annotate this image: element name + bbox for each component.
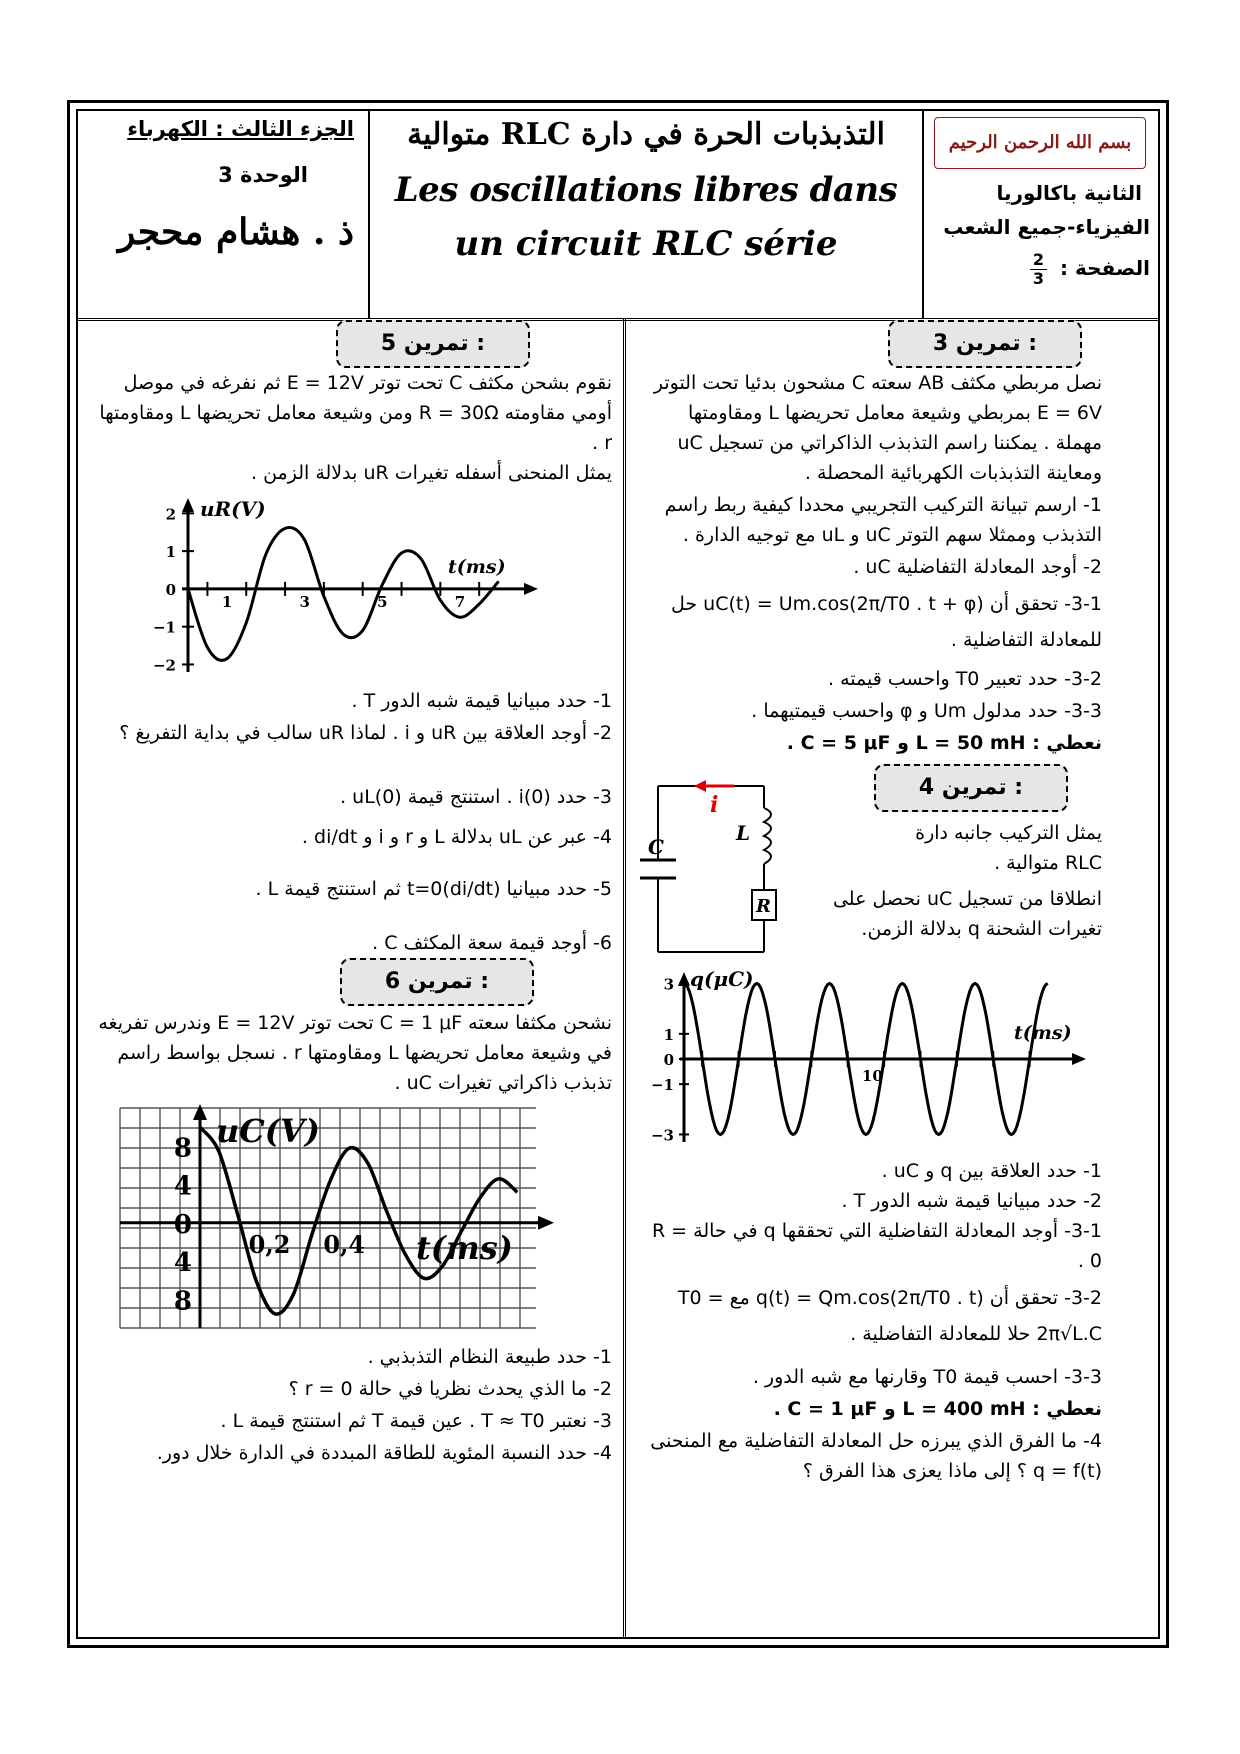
left-column <box>78 318 626 1637</box>
title-french-line2: un circuit RLC série <box>454 224 838 264</box>
chart-uR-vs-t <box>98 492 538 682</box>
ex3-q31: 3-1- تحقق أن uC(t) = Um.cos(2π/T0 . t + φ) حل للمعادلة التفاضلية . <box>670 593 1102 651</box>
ex5-q6: 6- أوجد قيمة سعة المكثف C . <box>372 932 612 954</box>
uR-curve <box>188 528 499 661</box>
ex4-q33: 3-3- احسب قيمة T0 وقارنها مع شبه الدور . <box>752 1366 1102 1388</box>
ex6-title: تمرين 6 : <box>340 958 534 1006</box>
inductor-label: L <box>736 821 751 845</box>
ex5-intro: نقوم بشحن مكثف C تحت توتر E = 12V ثم نفرغه في موصل أومي مقاومته R = 30Ω ومن وشيعة معامل تحريضها L ومقاومتها r . <box>99 372 612 454</box>
page-fraction <box>1030 251 1047 288</box>
page-label: الصفحة : <box>1060 256 1150 280</box>
x-tick-label: 3 <box>299 592 310 611</box>
ex5-p2: يمثل المنحنى أسفله تغيرات uR بدلالة الزمن . <box>251 462 612 484</box>
teacher-name: ذ . هشام محجر <box>117 211 354 253</box>
title-french-line1: Les oscillations libres dans <box>394 170 898 210</box>
part-label: الجزء الثالث : الكهرباء <box>127 117 354 141</box>
y-axis-arrow <box>193 1104 207 1120</box>
y-tick-label: 0 <box>173 1209 192 1240</box>
uC-curve <box>200 1127 517 1314</box>
header-left <box>78 111 370 318</box>
ex3-q32: 3-2- حدد تعبير T0 واحسب قيمته . <box>828 668 1102 690</box>
ex3-q2: 2- أوجد المعادلة التفاضلية uC . <box>853 556 1102 578</box>
x-tick-label: 10 <box>861 1067 883 1085</box>
x-tick-label: 7 <box>454 592 466 611</box>
basmala-logo: بسم الله الرحمن الرحيم <box>934 117 1146 169</box>
current-arrow <box>694 780 734 792</box>
x-tick-label: 0,4 <box>323 1229 366 1259</box>
page-number <box>1030 251 1150 288</box>
ex4-q2: 2- حدد مبيانيا قيمة شبه الدور T . <box>841 1190 1102 1212</box>
ex3-q33: 3-3- حدد مدلول Um و φ واحسب قيمتيهما . <box>751 700 1102 722</box>
current-label: i <box>710 792 719 818</box>
y-tick-label: 0 <box>165 580 176 599</box>
ex5-q1: 1- حدد مبيانيا قيمة شبه الدور T . <box>351 690 612 712</box>
ex3-intro: نصل مربطي مكثف AB سعته C مشحون بدئيا تحت التوتر E = 6V بمربطي وشيعة معامل تحريضها L ومقاومتها مهملة . يمكننا راسم التذبذب الذاكراتي من تسجيل uC ومعاينة التذبذبات الكهربائية المحصلة . <box>653 372 1102 484</box>
y-tick-label: 2 <box>165 505 176 524</box>
ex4-given: نعطي : L = 400 mH و C = 1 μF . <box>773 1398 1102 1420</box>
title-arabic: التذبذبات الحرة في دارة RLC متوالية <box>407 117 885 152</box>
ex4-p2: انطلاقا من تسجيل uC نحصل على تغيرات الشحنة q بدلالة الزمن. <box>832 888 1102 940</box>
ex6-intro: نشحن مكثفا سعته C = 1 μF تحت توتر E = 12V وندرس تفريغه في وشيعة معامل تحريضها L ومقاومتها r . نسجل بواسط راسم تذبذب ذاكراتي تغيرات uC . <box>98 1012 612 1094</box>
header-title <box>370 111 924 318</box>
ex3-given: نعطي : L = 50 mH و C = 5 μF . <box>786 732 1102 754</box>
y-tick-label: 8 <box>173 1286 192 1317</box>
unit-label: الوحدة 3 <box>218 163 308 187</box>
ex6-q4: 4- حدد النسبة المئوية للطاقة المبددة في الدارة خلال دور. <box>156 1442 612 1464</box>
y-tick-label: 3 <box>663 975 674 994</box>
y-tick-label: 0 <box>663 1051 674 1069</box>
ex4-q1: 1- حدد العلاقة بين q و uC . <box>881 1160 1102 1182</box>
level-label: الثانية باكالوريا <box>996 181 1142 205</box>
page-inner-frame <box>76 109 1160 1639</box>
ex5-q2: 2- أوجد العلاقة بين uR و i . لماذا uR سالب في بداية التفريغ ؟ <box>119 722 612 744</box>
x-axis-arrow <box>524 583 538 595</box>
header <box>78 111 1158 321</box>
x-tick-label: 5 <box>377 592 388 611</box>
page-numerator: 2 <box>1030 251 1047 270</box>
rlc-circuit-diagram <box>634 778 784 962</box>
x-axis-arrow <box>1072 1053 1086 1065</box>
ex4-q31: 3-1- أوجد المعادلة التفاضلية التي تحققها q في حالة R = 0 . <box>651 1220 1102 1272</box>
ex3-title: تمرين 3 : <box>888 320 1082 368</box>
subject-label: الفيزياء-جميع الشعب <box>943 215 1150 239</box>
y-axis-arrow <box>182 498 194 512</box>
x-tick-label: 0,2 <box>248 1229 291 1259</box>
worksheet-page <box>67 100 1169 1648</box>
ex6-q2: 2- ما الذي يحدث نظريا في حالة r = 0 ؟ <box>288 1378 612 1400</box>
y-tick-label: 4 <box>173 1171 192 1202</box>
x-tick-label: 1 <box>221 592 233 611</box>
y-tick-label: −1 <box>152 618 176 637</box>
y-tick-label: 4 <box>173 1248 192 1279</box>
y-tick-label: −2 <box>152 656 176 675</box>
y-tick-label: 1 <box>663 1025 674 1044</box>
ex5-q3: 3- حدد i(0) . استنتج قيمة uL(0) . <box>340 786 612 808</box>
page-denominator: 3 <box>1032 269 1045 288</box>
ex5-title: تمرين 5 : <box>336 320 530 368</box>
x-axis-arrow <box>538 1216 554 1230</box>
y-tick-label: −1 <box>650 1076 674 1095</box>
ex5-q5: 5- حدد مبيانيا (di/dt)t=0 ثم استنتج قيمة L . <box>255 878 612 900</box>
capacitor-label: C <box>648 835 664 859</box>
ex4-q4: 4- ما الفرق الذي يبرزه حل المعادلة التفاضلية مع المنحنى q = f(t) ؟ إلى ماذا يعزى هذا الفرق ؟ <box>650 1430 1102 1482</box>
x-axis-label: t(ms) <box>1014 1022 1072 1044</box>
ex6-q3: 3- نعتبر T ≈ T0 . عين قيمة T ثم استنتج قيمة L . <box>220 1410 612 1432</box>
right-column <box>626 318 1158 1637</box>
y-axis-label: uR(V) <box>200 497 266 521</box>
resistor-label: R <box>756 896 771 917</box>
y-tick-label: −3 <box>650 1126 674 1145</box>
ex3-q1: 1- ارسم تبيانة التركيب التجريبي محددا كيفية ربط راسم التذبذب وممثلا سهم التوتر uC و uL مع توجيه الدارة . <box>664 494 1102 546</box>
ex4-title: تمرين 4 : <box>874 764 1068 812</box>
header-right <box>924 111 1158 318</box>
y-tick-label: 1 <box>165 543 176 562</box>
chart-q-vs-t <box>646 960 1102 1152</box>
y-tick-label: 8 <box>173 1133 192 1164</box>
y-axis-label: q(μC) <box>690 967 754 991</box>
chart-uC-vs-t <box>106 1098 566 1338</box>
x-axis-label: t(ms) <box>448 555 506 578</box>
ex4-intro: يمثل التركيب جانبه دارة RLC متوالية . <box>915 822 1102 874</box>
x-axis-label: t(ms) <box>416 1228 513 1267</box>
y-axis-label: uC(V) <box>216 1112 320 1150</box>
ex6-q1: 1- حدد طبيعة النظام التذبذبي . <box>367 1346 612 1368</box>
ex4-q32: 3-2- تحقق أن q(t) = Qm.cos(2π/T0 . t) مع T0 = 2π√L.C حلا للمعادلة التفاضلية . <box>677 1287 1102 1345</box>
ex5-q4: 4- عبر عن uL بدلالة L و r و i و di/dt . <box>301 826 612 848</box>
